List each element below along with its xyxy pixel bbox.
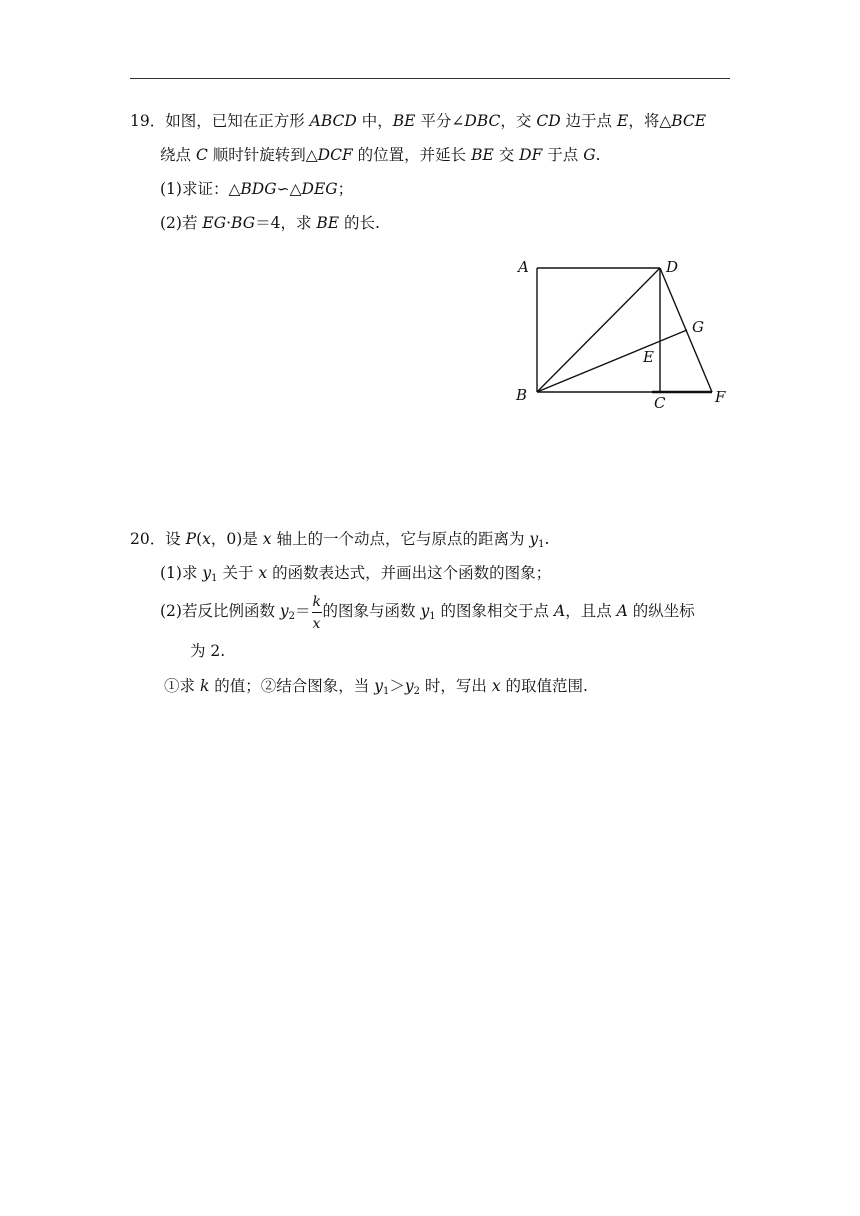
q20-part-1: (1)求 $y_1$ 关于 x 的函数表达式，并画出这个函数的图象； [160,564,552,584]
label-c: C [654,394,666,412]
fraction-k-over-x: $\frac{k}{x}$ [312,594,322,632]
label-g: G [692,318,704,336]
q19-part-1: (1)求证：△BDG∽△DEG； [160,180,354,198]
label-f: F [715,388,726,406]
q19-line-1: 19．如图，已知在正方形 ABCD 中，BE 平分∠DBC，交 CD 边于点 E，将△BCE [130,112,707,130]
q19-part-2: (2)若 EG·BG＝4，求 BE 的长. [160,214,380,232]
square-geometry-figure [510,250,740,415]
label-a: A [518,258,529,276]
q20-subquestions: ①求 k 的值；②结合图象，当 $y_1>y_2$ 时，写出 x 的取值范围. [164,677,588,697]
label-e: E [643,348,654,366]
q20-part-2: (2)若反比例函数 $y_2=$ $\frac{k}{x}$ 的图象与函数 $y_1$ 的图象相交于点 A，且点 A 的纵坐标 [160,594,695,632]
label-d: D [666,258,679,276]
header-rule [130,78,730,79]
q19-number: 19． [130,112,166,130]
q20-part-2-continued: 为 2. [190,642,226,660]
q20-line-1: 20．设 P(x，0)是 x 轴上的一个动点，它与原点的距离为 $y_1$. [130,530,550,550]
segment-bd [537,268,660,392]
segment-bg [537,330,687,392]
q20-number: 20． [130,530,166,548]
label-b: B [516,386,528,404]
q19-line-2: 绕点 C 顺时针旋转到△DCF 的位置，并延长 BE 交 DF 于点 G. [160,146,601,164]
